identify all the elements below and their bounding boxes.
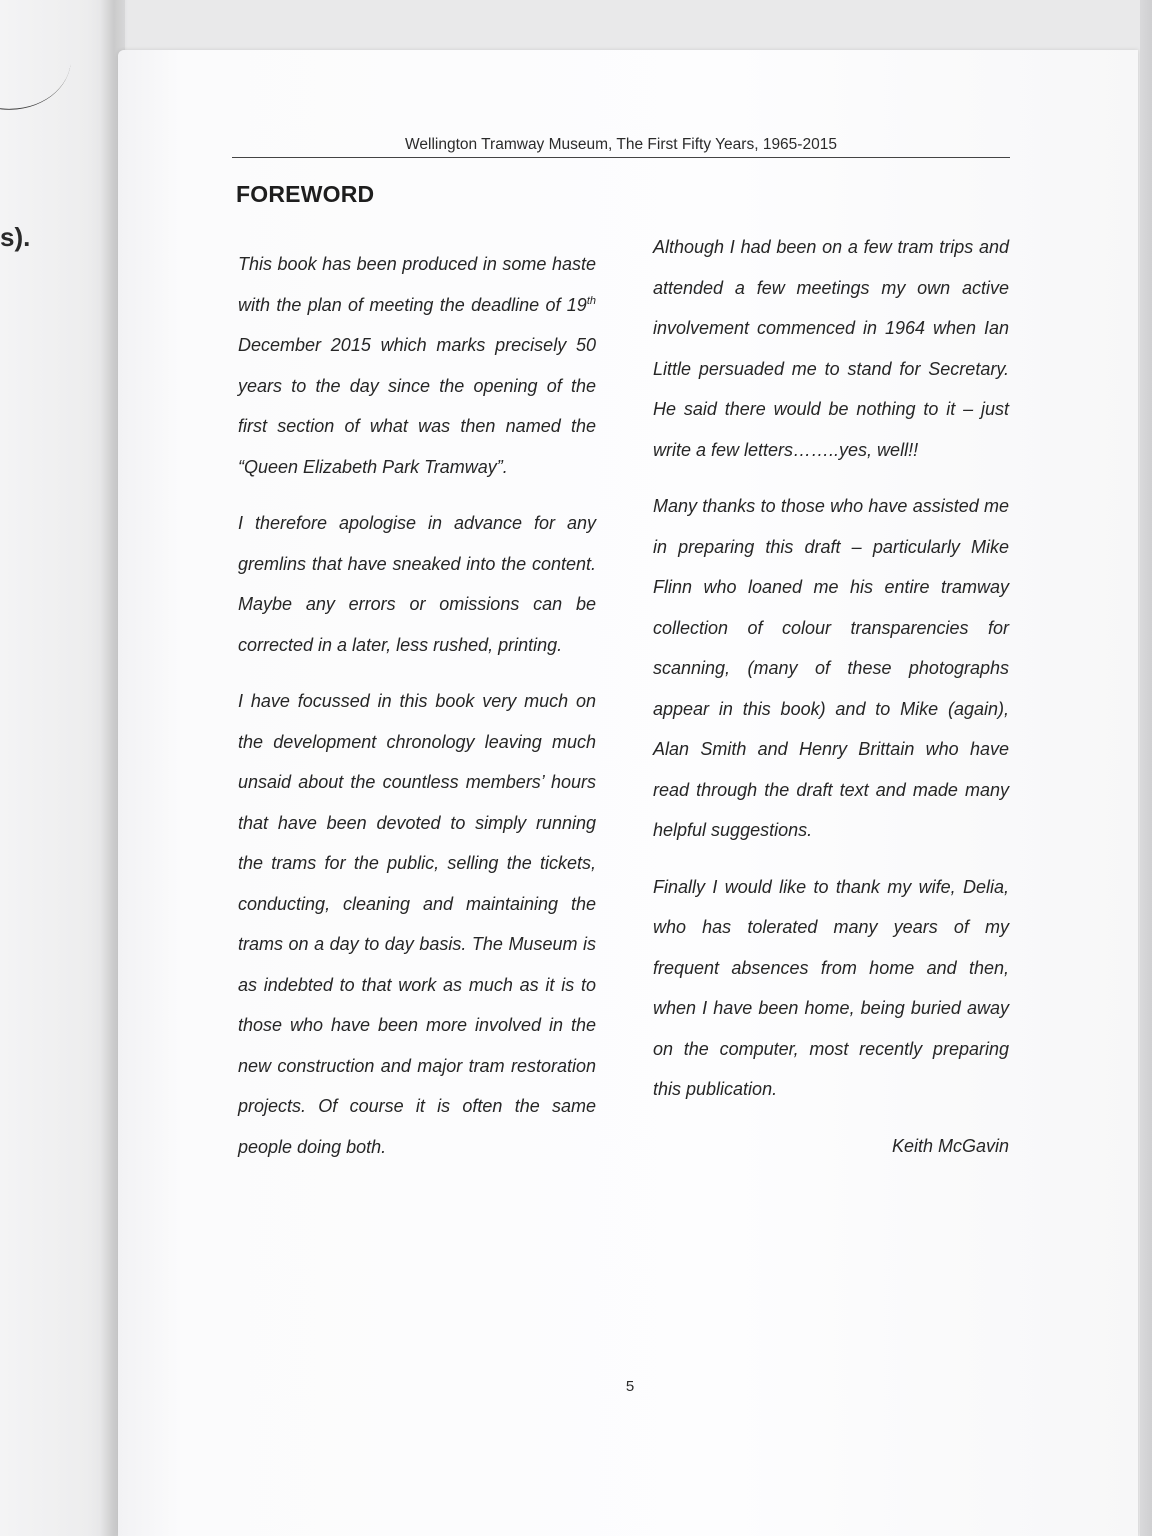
page-number: 5 [625, 1378, 635, 1395]
paragraph-text: This book has been produced in some haste with the plan of meeting the deadline of 19 [238, 254, 596, 315]
page-edge-background [1140, 0, 1152, 1536]
running-header: Wellington Tramway Museum, The First Fifty Years, 1965-2015 [405, 136, 837, 153]
foreword-paragraph-6: Finally I would like to thank my wife, Delia, who has tolerated many years of my frequent absences from home and then, when I have been home, being buried away on the computer, most recently preparing this publication. [653, 876, 1009, 1099]
foreword-paragraph-1 [238, 244, 596, 487]
foreword-paragraph-4: Although I had been on a few tram trips and attended a few meetings my own active involvement commenced in 1964 when Ian Little persuaded me to stand for Secretary. He said there would be nothing to it – just write a few letters……..yes, well!! [653, 237, 1009, 460]
left-page-text-fragment: s). [0, 222, 31, 252]
paragraph-text: December 2015 which marks precisely 50 years to the day since the opening of the first section of what was then named the “Queen Elizabeth Park Tramway”. [238, 335, 596, 477]
foreword-paragraph-3: I have focussed in this book very much on the development chronology leaving much unsaid about the countless members’ hours that have been devoted to simply running the trams for the public, selling the tickets, conducting, cleaning and maintaining the trams on a day to day basis. The Museum is as indebted to that work as much as it is to those who have been more involved in the new construction and major tram restoration projects. Of course it is often the same people doing both. [238, 691, 596, 1157]
left-page-line-art [0, 13, 76, 118]
ordinal-suffix: th [586, 294, 596, 307]
left-text-column [238, 244, 596, 1183]
foreword-paragraph-5: Many thanks to those who have assisted me in preparing this draft – particularly Mike Flinn who loaned me his entire tramway collection of colour transparencies for scanning, (many of these photographs appear in this book) and to Mike (again), Alan Smith and Henry Brittain who have read through the draft text and made many helpful suggestions. [653, 496, 1009, 840]
page-title: FOREWORD [236, 181, 375, 207]
author-signature: Keith McGavin [891, 1135, 1009, 1156]
foreword-paragraph-2: I therefore apologise in advance for any gremlins that have sneaked into the content. Maybe any errors or omissions can be corrected in a later, less rushed, printing. [238, 513, 596, 655]
right-text-column [653, 227, 1009, 1166]
header-rule [232, 157, 1010, 158]
